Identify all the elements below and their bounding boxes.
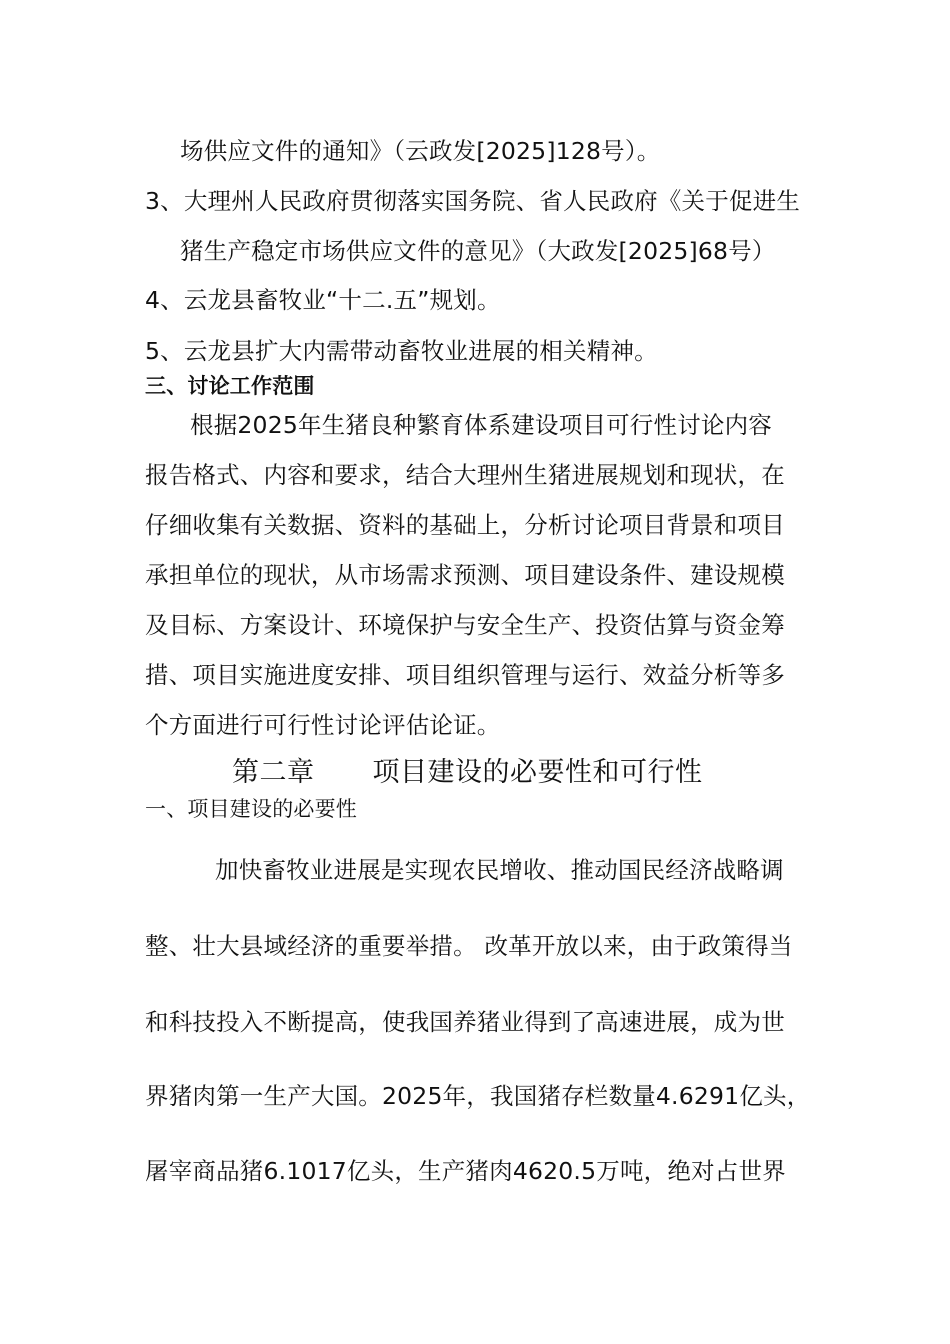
chapter-number: 第二章 [232, 757, 315, 788]
paragraph-line: 屠宰商品猪6.1017亿头，生产猪肉4620.5万吨，绝对占世界 [145, 1157, 786, 1185]
paragraph-line: 及目标、方案设计、环境保护与安全生产、投资估算与资金筹 [145, 611, 785, 639]
section-heading-scope: 三、讨论工作范围 [145, 374, 315, 398]
paragraph-line: 界猪肉第一生产大国。2025年，我国猪存栏数量4.6291亿头， [145, 1082, 811, 1110]
paragraph-line: 承担单位的现状，从市场需求预测、项目建设条件、建设规模 [145, 561, 785, 589]
paragraph-line: 报告格式、内容和要求，结合大理州生猪进展规划和现状，在 [145, 461, 785, 489]
paragraph-line: 根据2025年生猪良种繁育体系建设项目可行性讨论内容 [190, 411, 773, 439]
chapter-name: 项目建设的必要性和可行性 [372, 757, 703, 788]
paragraph-line: 加快畜牧业进展是实现农民增收、推动国民经济战略调 [215, 856, 784, 884]
paragraph-line: 措、项目实施进度安排、项目组织管理与运行、效益分析等多 [145, 661, 785, 689]
reference-item-4: 4、云龙县畜牧业“十二.五”规划。 [145, 286, 501, 314]
chapter-title [232, 756, 792, 790]
section-heading-necessity: 一、项目建设的必要性 [145, 797, 357, 821]
reference-item-5: 5、云龙县扩大内需带动畜牧业进展的相关精神。 [145, 337, 658, 365]
reference-item-3: 3、大理州人民政府贯彻落实国务院、省人民政府《关于促进生 [145, 187, 801, 215]
paragraph-line: 和科技投入不断提高，使我国养猪业得到了高速进展，成为世 [145, 1008, 785, 1036]
paragraph-line: 仔细收集有关数据、资料的基础上，分析讨论项目背景和项目 [145, 511, 785, 539]
paragraph-line: 整、壮大县域经济的重要举措。 改革开放以来，由于政策得当 [145, 932, 793, 960]
paragraph-line: 个方面进行可行性讨论评估论证。 [145, 711, 501, 739]
continued-line: 场供应文件的通知》（云政发[2025]128号）。 [180, 137, 661, 165]
reference-item-3-continued: 猪生产稳定市场供应文件的意见》（大政发[2025]68号） [180, 237, 776, 265]
